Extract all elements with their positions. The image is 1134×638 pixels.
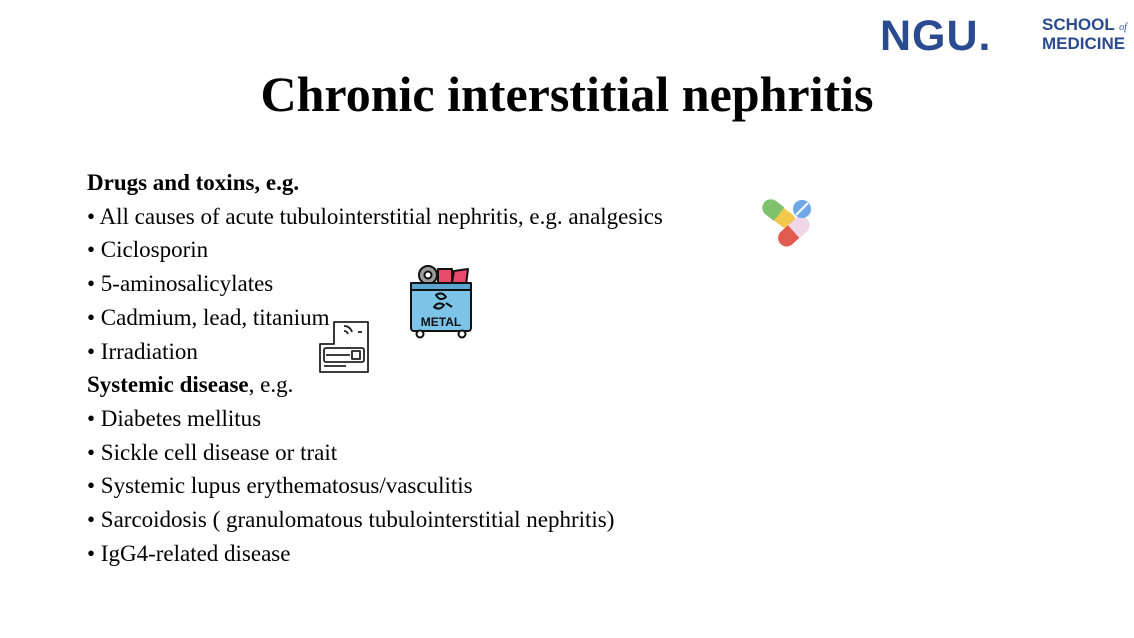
pills-icon (756, 192, 818, 250)
logo-school-text: SCHOOL (1042, 15, 1115, 34)
logo-ngu-text: NGU. (880, 12, 992, 60)
drugs-item-4: • Cadmium, lead, titanium (87, 304, 330, 330)
metal-bin-icon (408, 263, 474, 339)
systemic-item-3: • Systemic lupus erythematosus/vasculitis (87, 473, 473, 499)
slide-title: Chronic interstitial nephritis (260, 66, 874, 122)
systemic-item-5: • IgG4-related disease (87, 540, 291, 566)
systemic-item-1: • Diabetes mellitus (87, 405, 262, 431)
slide-body (87, 166, 787, 570)
drugs-item-2: • Ciclosporin (87, 237, 209, 263)
drugs-item-3: • 5-aminosalicylates (87, 271, 274, 297)
logo-of-text: of (1119, 22, 1127, 33)
systemic-heading-bold: Systemic disease (87, 372, 249, 398)
logo-medicine-text: MEDICINE (1042, 34, 1126, 53)
metal-label: METAL (420, 315, 462, 329)
systemic-item-2: • Sickle cell disease or trait (87, 439, 338, 465)
drugs-item-1: • All causes of acute tubulointerstitial nephritis, e.g. analgesics (87, 203, 663, 229)
radiation-device-icon (316, 318, 374, 374)
systemic-heading (87, 368, 787, 402)
systemic-item-4: • Sarcoidosis ( granulomatous tubulointerstitial nephritis) (87, 507, 615, 533)
drugs-heading: Drugs and toxins, e.g. (87, 170, 300, 195)
school-logo (880, 14, 1130, 58)
drugs-item-5: • Irradiation (87, 338, 198, 364)
systemic-heading-rest: , e.g. (248, 372, 294, 398)
